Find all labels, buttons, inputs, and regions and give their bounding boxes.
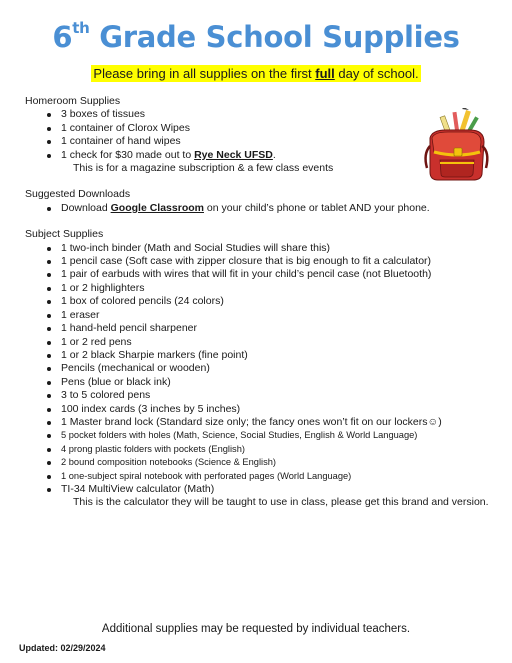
list-item: 3 boxes of tissues	[61, 108, 505, 121]
check-text: 1 check for $30 made out to	[61, 148, 195, 161]
subtitle-text-end: day of school.	[334, 66, 419, 81]
list-item: 1 one-subject spiral notebook with perforated pages (World Language)	[61, 470, 505, 483]
list-item-check	[61, 149, 505, 162]
download-text: Download	[61, 201, 111, 214]
subtitle-emphasis: full	[315, 66, 335, 81]
subject-heading: Subject Supplies	[25, 228, 104, 241]
list-item: 100 index cards (3 inches by 5 inches)	[61, 403, 505, 416]
downloads-list	[25, 202, 505, 215]
list-item: 1 two-inch binder (Math and Social Studies will share this)	[61, 242, 505, 255]
title-text: Grade School Supplies	[89, 20, 460, 54]
subtitle-highlight	[91, 65, 420, 82]
check-note: This is for a magazine subscription & a few class events	[73, 162, 334, 175]
list-item: 1 hand-held pencil sharpener	[61, 322, 505, 335]
download-text-end: on your child’s phone or tablet AND your phone.	[203, 201, 430, 214]
calculator-note: This is the calculator they will be taught to use in class, please get this brand and version.	[73, 496, 489, 509]
check-payee: Rye Neck UFSD	[194, 148, 273, 161]
list-item: Pens (blue or black ink)	[61, 376, 505, 389]
app-name: Google Classroom	[110, 201, 204, 214]
homeroom-heading: Homeroom Supplies	[25, 95, 121, 107]
list-item: 1 container of hand wipes	[61, 135, 505, 148]
updated-date: Updated: 02/29/2024	[19, 643, 106, 653]
check-text-end: .	[272, 148, 276, 161]
subtitle-text-start: Please bring in all supplies on the first	[93, 66, 316, 81]
supply-list-content	[25, 95, 505, 510]
subtitle-banner	[0, 65, 512, 83]
list-item-download	[61, 202, 505, 215]
list-item: 1 container of Clorox Wipes	[61, 122, 505, 135]
list-item: 1 box of colored pencils (24 colors)	[61, 295, 505, 308]
list-item: 1 or 2 black Sharpie markers (fine point)	[61, 349, 505, 362]
page-title	[0, 20, 512, 54]
title-ordinal-suffix: th	[72, 19, 90, 38]
list-item: 1 Master brand lock (Standard size only; the fancy ones won’t fit on our lockers☺)	[61, 416, 505, 429]
additional-supplies-note: Additional supplies may be requested by individual teachers.	[101, 623, 411, 635]
list-item-calculator: TI-34 MultiView calculator (Math)	[61, 483, 505, 496]
list-item: 1 pencil case (Soft case with zipper closure that is big enough to fit a calculator)	[61, 255, 505, 268]
list-item: 1 or 2 red pens	[61, 336, 505, 349]
list-item: 2 bound composition notebooks (Science & English)	[61, 456, 505, 469]
list-item: Pencils (mechanical or wooden)	[61, 362, 505, 375]
list-item: 1 eraser	[61, 309, 505, 322]
list-item: 5 pocket folders with holes (Math, Science, Social Studies, English & World Language)	[61, 429, 505, 442]
list-item: 1 pair of earbuds with wires that will fit in your child’s pencil case (not Bluetooth)	[61, 268, 505, 281]
list-item: 3 to 5 colored pens	[61, 389, 505, 402]
homeroom-list	[25, 108, 505, 162]
list-item: 4 prong plastic folders with pockets (English)	[61, 443, 505, 456]
downloads-heading: Suggested Downloads	[25, 188, 131, 201]
list-item: 1 or 2 highlighters	[61, 282, 505, 295]
subject-list	[25, 242, 505, 497]
title-grade-number: 6	[52, 20, 73, 54]
